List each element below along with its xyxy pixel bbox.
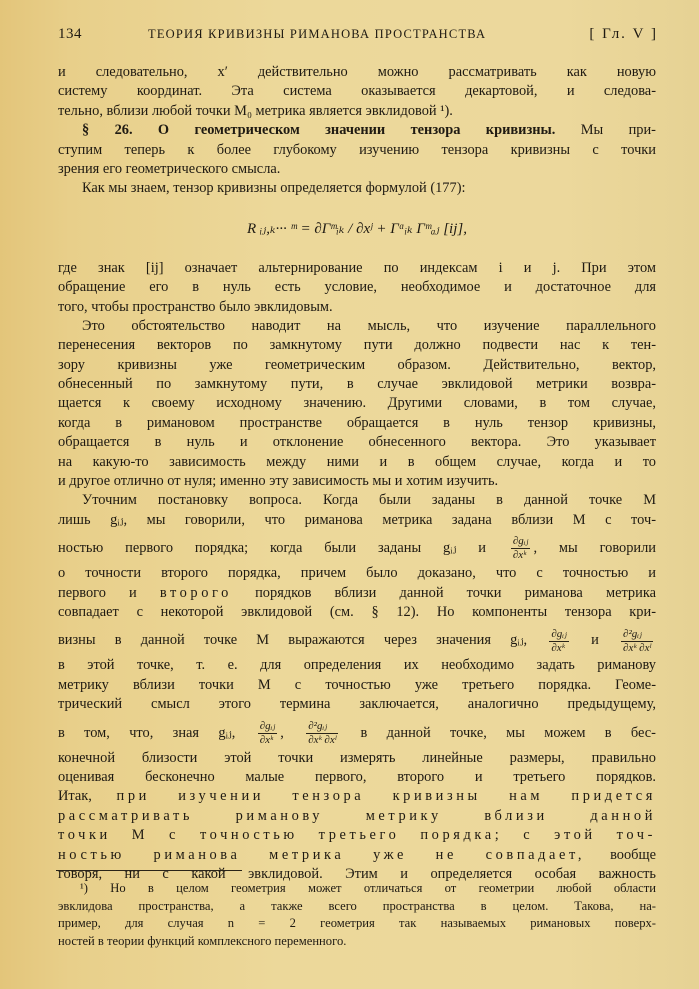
text-line: перенесения векторов по замкнутому пути должно подвести нас к тен- (58, 337, 656, 354)
text-line: тельно, вблизи любой точки M₀ метрика является эвклидовой ¹). (58, 102, 453, 119)
fraction: $\frac{\text{∂gᵢⱼ}}{\text{∂xᵏ}}$ (551, 627, 567, 654)
running-title: ТЕОРИЯ КРИВИЗНЫ РИМАНОВА ПРОСТРАНСТВА (148, 27, 487, 41)
fraction: $\frac{\text{∂²gᵢⱼ}}{\text{∂xᵏ ∂xˡ}}$ (623, 627, 651, 654)
text-line: обращается в нуль и отклонение обнесенного вектора. Это указывает (58, 434, 656, 451)
text-line: Как мы знаем, тензор кривизны определяется формулой (177): (82, 180, 466, 197)
text-line: и следовательно, x′ действительно можно рассматривать как новую (58, 64, 656, 80)
text-line: систему координат. Эта система оказывается декартовой, и следова- (58, 83, 656, 100)
curvature-tensor-formula: R ᵢⱼ,ₖ··· ᵐ = ∂Γᵐᵢₖ / ∂xʲ + Γᵅᵢₖ Γᵐₐⱼ [ij], (247, 220, 467, 237)
page-number: 134 (58, 26, 82, 42)
text-line: ступим теперь к более глубокому изучению тензора кривизны с точки (58, 141, 656, 158)
text-line: трический смысл этого термина заключается, аналогично предыдущему, (58, 696, 656, 713)
fraction: $\frac{\text{∂gᵢⱼ}}{\text{∂xᵏ}}$ (512, 535, 529, 562)
fraction: $\frac{\text{∂²gᵢⱼ}}{\text{∂xᵏ ∂xˡ}}$ (308, 719, 337, 746)
text-line: на какую-то зависимость между ними и в общем случае, когда и то (58, 453, 656, 470)
main-text (58, 63, 656, 884)
text-line: зрения его геометрического смысла. (58, 160, 281, 177)
text-line: рассматривать риманову метрику вблизи данной (58, 807, 656, 824)
text-line: в этой точке, т. е. для определения их необходимо задать риманову (58, 657, 656, 674)
footnote (58, 880, 656, 950)
text-line: ностью риманова метрика уже не совпадает, вообще (58, 846, 656, 863)
text-line: Итак, при изучении тензора кривизны нам придется (58, 788, 656, 805)
text-line: о точности второго порядка, причем было доказано, что с точностью и (58, 565, 656, 582)
text-line: первого и второго порядков вблизи данной точки риманова метрика (58, 584, 656, 601)
text-line: Уточним постановку вопроса. Когда были заданы в данной точке M (82, 492, 656, 509)
text-line-with-fraction: ностью первого порядка; когда были заданы gᵢⱼ и $\frac{\text{∂gᵢⱼ}}{\text{∂xᵏ}}$ , мы говорили (58, 535, 656, 562)
footnote-divider (56, 870, 242, 871)
chapter-label: [ Гл. V ] (589, 26, 658, 42)
text-line: оценивая бесконечно малые первого, второго и третьего порядков. (58, 768, 656, 785)
fraction: $\frac{\text{∂gᵢⱼ}}{\text{∂xᵏ}}$ (259, 719, 276, 746)
running-header (58, 26, 658, 48)
footnote-line: ¹) Но в целом геометрия может отличаться от геометрии любой области (80, 881, 656, 895)
text-line: Это обстоятельство наводит на мысль, что изучение параллельного (82, 317, 656, 334)
text-line: где знак [ij] означает альтернирование по индексам i и j. При этом (58, 259, 656, 276)
section-heading-line: § 26. О геометрическом значении тензора кривизны. Мы при- (82, 122, 656, 139)
text-line: щается к своему исходному значению. Другими словами, в том случае, (58, 395, 656, 412)
section-heading: § 26. О геометрическом значении тензора кривизны. (82, 122, 556, 139)
text-line: обнесенный по замкнутому пути, в случае эвклидовой метрики возвра- (58, 376, 656, 393)
text-line: совпадает с некоторой эвклидовой (см. § 12). Но компоненты тензора кри- (58, 603, 656, 620)
text-line: зору кривизны уже геометрическим образом. Действительно, вектор, (58, 356, 656, 373)
text-line: конечной близости этой точки измерять линейные размеры, правильно (58, 749, 656, 766)
footnote-line: эвклидова пространства, а также всего пространства в целом. Такова, на- (58, 898, 656, 913)
text-line: говоря, ни с какой эвклидовой. Этим и определяется особая важность (58, 865, 656, 882)
footnote-line: ностей в теории функций комплексного переменного. (58, 933, 347, 948)
footnote-line: пример, для случая n = 2 геометрия так называемых римановых поверх- (58, 916, 656, 930)
text-line: точки M с точностью третьего порядка; с этой точ- (58, 827, 656, 844)
text-line-with-fraction: визны в данной точке M выражаются через значения gᵢⱼ, $\frac{\text{∂gᵢⱼ}}{\text{∂xᵏ}}$ и $\frac{\text{∂²gᵢⱼ}}{\text{∂xᵏ ∂xˡ}}$ (58, 627, 651, 654)
text-line: того, чтобы пространство было эвклидовым. (58, 298, 333, 315)
text-line: метрику вблизи точки M с точностью уже третьего порядка. Геоме- (58, 676, 656, 693)
text-line-with-fraction: в том, что, зная gᵢⱼ, $\frac{\text{∂gᵢⱼ}}{\text{∂xᵏ}}$ , $\frac{\text{∂²gᵢⱼ}}{\text{∂xᵏ ∂xˡ}}$ в данной точке, мы можем в бес- (58, 719, 656, 746)
text-line: обращение его в нуль есть условие, необходимое и достаточное для (58, 279, 656, 296)
text-line: лишь gᵢⱼ, мы говорили, что риманова метрика задана вблизи M с точ- (58, 511, 656, 528)
text-line: и другое отлично от нуля; именно эту зависимость мы и хотим изучить. (58, 473, 499, 490)
text-line: когда в римановом пространстве обращается в нуль тензор кривизны, (58, 414, 656, 431)
